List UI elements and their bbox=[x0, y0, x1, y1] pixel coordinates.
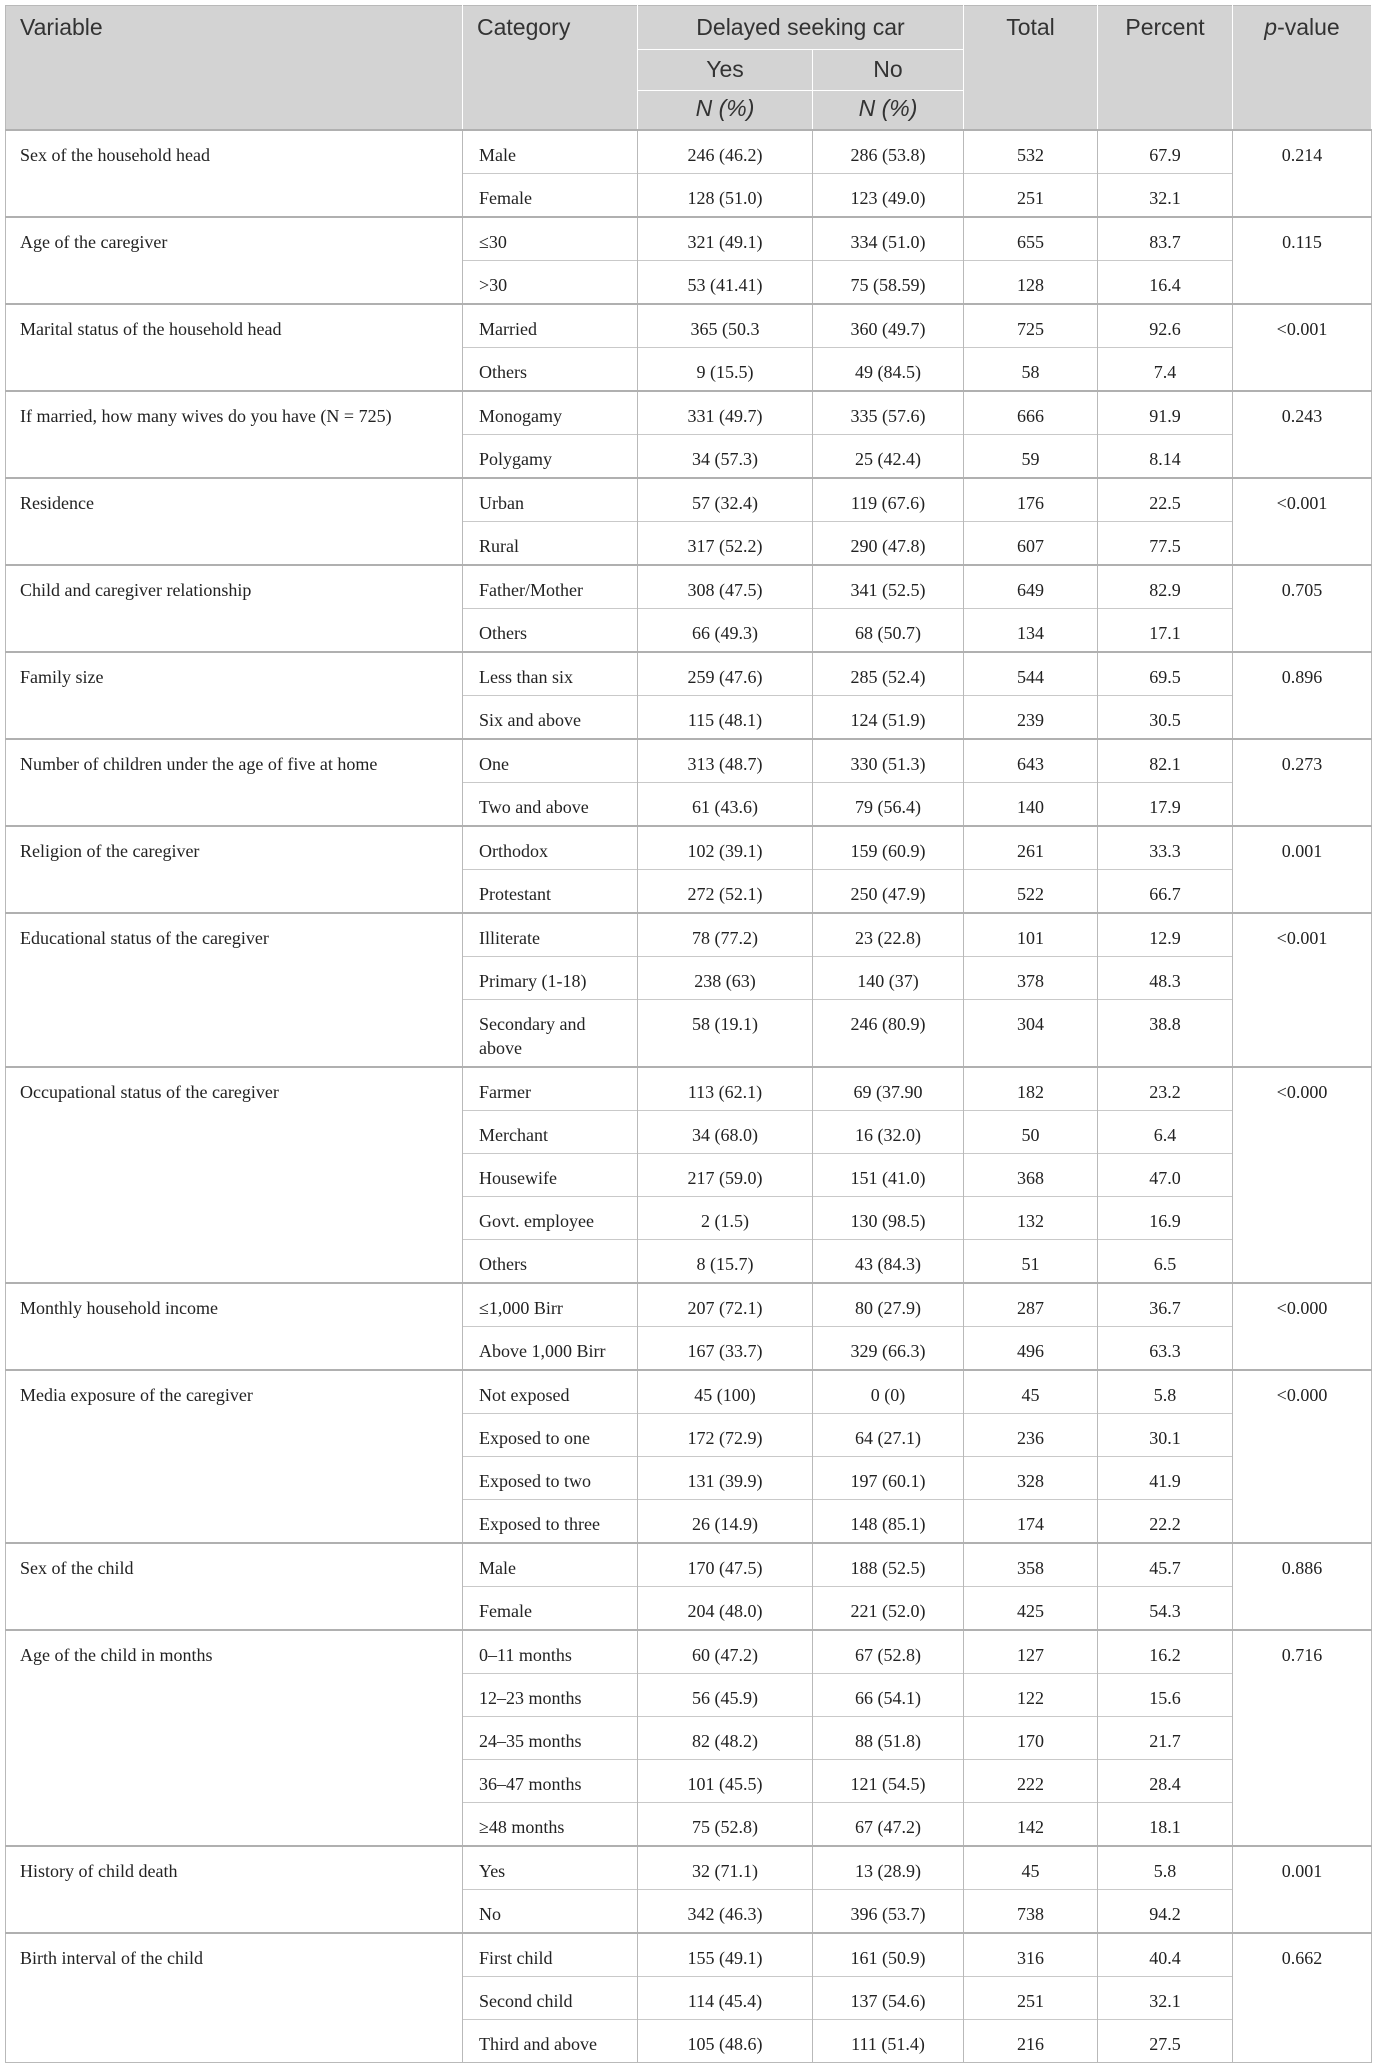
no-cell: 123 (49.0) bbox=[813, 174, 964, 218]
variable-cell: Residence bbox=[6, 478, 463, 565]
percent-cell: 69.5 bbox=[1098, 652, 1233, 696]
variable-cell: Child and caregiver relationship bbox=[6, 565, 463, 652]
p-value-cell: <0.000 bbox=[1233, 1067, 1372, 1283]
table-row bbox=[6, 826, 1372, 870]
header-yes: Yes bbox=[638, 50, 813, 91]
yes-cell: 60 (47.2) bbox=[638, 1630, 813, 1674]
yes-cell: 32 (71.1) bbox=[638, 1846, 813, 1890]
percent-cell: 16.4 bbox=[1098, 261, 1233, 305]
total-cell: 738 bbox=[964, 1890, 1098, 1934]
category-cell: Exposed to one bbox=[463, 1414, 638, 1457]
no-cell: 66 (54.1) bbox=[813, 1674, 964, 1717]
yes-cell: 114 (45.4) bbox=[638, 1977, 813, 2020]
percent-cell: 30.5 bbox=[1098, 696, 1233, 740]
percent-cell: 41.9 bbox=[1098, 1457, 1233, 1500]
table-header bbox=[6, 6, 1372, 131]
yes-cell: 170 (47.5) bbox=[638, 1543, 813, 1587]
category-cell: First child bbox=[463, 1933, 638, 1977]
table-row bbox=[6, 304, 1372, 348]
yes-cell: 131 (39.9) bbox=[638, 1457, 813, 1500]
category-cell: Orthodox bbox=[463, 826, 638, 870]
category-cell: ≤1,000 Birr bbox=[463, 1283, 638, 1327]
category-cell: Others bbox=[463, 1240, 638, 1284]
no-cell: 25 (42.4) bbox=[813, 435, 964, 479]
table-row bbox=[6, 565, 1372, 609]
no-cell: 49 (84.5) bbox=[813, 348, 964, 392]
p-value-cell: <0.001 bbox=[1233, 304, 1372, 391]
no-cell: 285 (52.4) bbox=[813, 652, 964, 696]
variable-cell: Monthly household income bbox=[6, 1283, 463, 1370]
p-value-cell: 0.001 bbox=[1233, 1846, 1372, 1933]
no-cell: 64 (27.1) bbox=[813, 1414, 964, 1457]
percent-cell: 48.3 bbox=[1098, 957, 1233, 1000]
total-cell: 222 bbox=[964, 1760, 1098, 1803]
total-cell: 425 bbox=[964, 1587, 1098, 1631]
no-cell: 124 (51.9) bbox=[813, 696, 964, 740]
total-cell: 174 bbox=[964, 1500, 1098, 1544]
table-row bbox=[6, 1283, 1372, 1327]
p-value-cell: 0.273 bbox=[1233, 739, 1372, 826]
percent-cell: 40.4 bbox=[1098, 1933, 1233, 1977]
percent-cell: 15.6 bbox=[1098, 1674, 1233, 1717]
total-cell: 607 bbox=[964, 522, 1098, 566]
p-value-cell: <0.001 bbox=[1233, 913, 1372, 1067]
no-cell: 221 (52.0) bbox=[813, 1587, 964, 1631]
no-cell: 246 (80.9) bbox=[813, 1000, 964, 1068]
p-value-cell: 0.705 bbox=[1233, 565, 1372, 652]
table-row bbox=[6, 1933, 1372, 1977]
no-cell: 75 (58.59) bbox=[813, 261, 964, 305]
total-cell: 236 bbox=[964, 1414, 1098, 1457]
percent-cell: 12.9 bbox=[1098, 913, 1233, 957]
category-cell: Less than six bbox=[463, 652, 638, 696]
percent-cell: 67.9 bbox=[1098, 130, 1233, 174]
category-cell: Secondary and above bbox=[463, 1000, 638, 1068]
yes-cell: 58 (19.1) bbox=[638, 1000, 813, 1068]
no-cell: 188 (52.5) bbox=[813, 1543, 964, 1587]
yes-cell: 75 (52.8) bbox=[638, 1803, 813, 1847]
total-cell: 532 bbox=[964, 130, 1098, 174]
no-cell: 335 (57.6) bbox=[813, 391, 964, 435]
category-cell: Female bbox=[463, 1587, 638, 1631]
category-cell: 0–11 months bbox=[463, 1630, 638, 1674]
no-cell: 159 (60.9) bbox=[813, 826, 964, 870]
category-cell: One bbox=[463, 739, 638, 783]
percent-cell: 18.1 bbox=[1098, 1803, 1233, 1847]
yes-cell: 331 (49.7) bbox=[638, 391, 813, 435]
category-cell: Exposed to two bbox=[463, 1457, 638, 1500]
percent-cell: 27.5 bbox=[1098, 2020, 1233, 2063]
variable-cell: Religion of the caregiver bbox=[6, 826, 463, 913]
header-n-pct-yes: N (%) bbox=[638, 91, 813, 131]
percent-cell: 7.4 bbox=[1098, 348, 1233, 392]
total-cell: 101 bbox=[964, 913, 1098, 957]
total-cell: 655 bbox=[964, 217, 1098, 261]
percent-cell: 77.5 bbox=[1098, 522, 1233, 566]
percent-cell: 23.2 bbox=[1098, 1067, 1233, 1111]
total-cell: 316 bbox=[964, 1933, 1098, 1977]
yes-cell: 2 (1.5) bbox=[638, 1197, 813, 1240]
no-cell: 137 (54.6) bbox=[813, 1977, 964, 2020]
no-cell: 330 (51.3) bbox=[813, 739, 964, 783]
total-cell: 522 bbox=[964, 870, 1098, 914]
p-value-cell: 0.214 bbox=[1233, 130, 1372, 217]
total-cell: 239 bbox=[964, 696, 1098, 740]
category-cell: Exposed to three bbox=[463, 1500, 638, 1544]
table-body bbox=[6, 130, 1372, 2063]
no-cell: 130 (98.5) bbox=[813, 1197, 964, 1240]
variable-cell: Sex of the household head bbox=[6, 130, 463, 217]
variable-cell: Educational status of the caregiver bbox=[6, 913, 463, 1067]
header-category: Category bbox=[463, 6, 638, 131]
table-row bbox=[6, 478, 1372, 522]
category-cell: Female bbox=[463, 174, 638, 218]
p-value-cell: 0.716 bbox=[1233, 1630, 1372, 1846]
category-cell: 24–35 months bbox=[463, 1717, 638, 1760]
yes-cell: 45 (100) bbox=[638, 1370, 813, 1414]
yes-cell: 105 (48.6) bbox=[638, 2020, 813, 2063]
yes-cell: 34 (68.0) bbox=[638, 1111, 813, 1154]
p-value-cell: 0.886 bbox=[1233, 1543, 1372, 1630]
category-cell: Third and above bbox=[463, 2020, 638, 2063]
no-cell: 67 (52.8) bbox=[813, 1630, 964, 1674]
percent-cell: 5.8 bbox=[1098, 1846, 1233, 1890]
total-cell: 142 bbox=[964, 1803, 1098, 1847]
data-table bbox=[5, 5, 1372, 2063]
no-cell: 16 (32.0) bbox=[813, 1111, 964, 1154]
percent-cell: 30.1 bbox=[1098, 1414, 1233, 1457]
header-n-pct-no: N (%) bbox=[813, 91, 964, 131]
percent-cell: 82.1 bbox=[1098, 739, 1233, 783]
percent-cell: 45.7 bbox=[1098, 1543, 1233, 1587]
percent-cell: 16.2 bbox=[1098, 1630, 1233, 1674]
category-cell: Rural bbox=[463, 522, 638, 566]
no-cell: 68 (50.7) bbox=[813, 609, 964, 653]
no-cell: 161 (50.9) bbox=[813, 1933, 964, 1977]
yes-cell: 34 (57.3) bbox=[638, 435, 813, 479]
header-total: Total bbox=[964, 6, 1098, 131]
header-percent: Percent bbox=[1098, 6, 1233, 131]
no-cell: 119 (67.6) bbox=[813, 478, 964, 522]
category-cell: Housewife bbox=[463, 1154, 638, 1197]
yes-cell: 102 (39.1) bbox=[638, 826, 813, 870]
category-cell: Second child bbox=[463, 1977, 638, 2020]
header-no: No bbox=[813, 50, 964, 91]
p-value-cell: <0.000 bbox=[1233, 1283, 1372, 1370]
total-cell: 51 bbox=[964, 1240, 1098, 1284]
percent-cell: 17.9 bbox=[1098, 783, 1233, 827]
category-cell: No bbox=[463, 1890, 638, 1934]
yes-cell: 66 (49.3) bbox=[638, 609, 813, 653]
no-cell: 13 (28.9) bbox=[813, 1846, 964, 1890]
total-cell: 176 bbox=[964, 478, 1098, 522]
table-row bbox=[6, 1846, 1372, 1890]
total-cell: 59 bbox=[964, 435, 1098, 479]
variable-cell: Family size bbox=[6, 652, 463, 739]
header-delayed-seeking-care: Delayed seeking car bbox=[638, 6, 964, 50]
category-cell: Others bbox=[463, 609, 638, 653]
header-p-value bbox=[1233, 6, 1372, 131]
no-cell: 148 (85.1) bbox=[813, 1500, 964, 1544]
no-cell: 0 (0) bbox=[813, 1370, 964, 1414]
no-cell: 79 (56.4) bbox=[813, 783, 964, 827]
category-cell: Others bbox=[463, 348, 638, 392]
category-cell: Above 1,000 Birr bbox=[463, 1327, 638, 1371]
total-cell: 496 bbox=[964, 1327, 1098, 1371]
total-cell: 50 bbox=[964, 1111, 1098, 1154]
percent-cell: 5.8 bbox=[1098, 1370, 1233, 1414]
category-cell: 12–23 months bbox=[463, 1674, 638, 1717]
category-cell: Six and above bbox=[463, 696, 638, 740]
category-cell: Polygamy bbox=[463, 435, 638, 479]
category-cell: Urban bbox=[463, 478, 638, 522]
total-cell: 725 bbox=[964, 304, 1098, 348]
yes-cell: 128 (51.0) bbox=[638, 174, 813, 218]
total-cell: 358 bbox=[964, 1543, 1098, 1587]
category-cell: Yes bbox=[463, 1846, 638, 1890]
variable-cell: If married, how many wives do you have (N = 725) bbox=[6, 391, 463, 478]
no-cell: 329 (66.3) bbox=[813, 1327, 964, 1371]
yes-cell: 259 (47.6) bbox=[638, 652, 813, 696]
total-cell: 368 bbox=[964, 1154, 1098, 1197]
variable-cell: Media exposure of the caregiver bbox=[6, 1370, 463, 1543]
yes-cell: 57 (32.4) bbox=[638, 478, 813, 522]
total-cell: 544 bbox=[964, 652, 1098, 696]
no-cell: 286 (53.8) bbox=[813, 130, 964, 174]
percent-cell: 92.6 bbox=[1098, 304, 1233, 348]
no-cell: 360 (49.7) bbox=[813, 304, 964, 348]
total-cell: 666 bbox=[964, 391, 1098, 435]
p-value-cell: 0.115 bbox=[1233, 217, 1372, 304]
category-cell: ≤30 bbox=[463, 217, 638, 261]
total-cell: 122 bbox=[964, 1674, 1098, 1717]
percent-cell: 38.8 bbox=[1098, 1000, 1233, 1068]
yes-cell: 342 (46.3) bbox=[638, 1890, 813, 1934]
variable-cell: Age of the caregiver bbox=[6, 217, 463, 304]
total-cell: 378 bbox=[964, 957, 1098, 1000]
category-cell: Male bbox=[463, 130, 638, 174]
yes-cell: 155 (49.1) bbox=[638, 1933, 813, 1977]
variable-cell: Marital status of the household head bbox=[6, 304, 463, 391]
percent-cell: 32.1 bbox=[1098, 1977, 1233, 2020]
category-cell: Married bbox=[463, 304, 638, 348]
percent-cell: 91.9 bbox=[1098, 391, 1233, 435]
percent-cell: 63.3 bbox=[1098, 1327, 1233, 1371]
category-cell: 36–47 months bbox=[463, 1760, 638, 1803]
total-cell: 58 bbox=[964, 348, 1098, 392]
category-cell: Not exposed bbox=[463, 1370, 638, 1414]
yes-cell: 308 (47.5) bbox=[638, 565, 813, 609]
no-cell: 197 (60.1) bbox=[813, 1457, 964, 1500]
yes-cell: 272 (52.1) bbox=[638, 870, 813, 914]
no-cell: 290 (47.8) bbox=[813, 522, 964, 566]
variable-cell: Birth interval of the child bbox=[6, 1933, 463, 2063]
percent-cell: 47.0 bbox=[1098, 1154, 1233, 1197]
table-row bbox=[6, 913, 1372, 957]
yes-cell: 56 (45.9) bbox=[638, 1674, 813, 1717]
total-cell: 128 bbox=[964, 261, 1098, 305]
yes-cell: 113 (62.1) bbox=[638, 1067, 813, 1111]
p-value-cell: 0.001 bbox=[1233, 826, 1372, 913]
category-cell: Monogamy bbox=[463, 391, 638, 435]
total-cell: 182 bbox=[964, 1067, 1098, 1111]
yes-cell: 8 (15.7) bbox=[638, 1240, 813, 1284]
yes-cell: 207 (72.1) bbox=[638, 1283, 813, 1327]
yes-cell: 82 (48.2) bbox=[638, 1717, 813, 1760]
total-cell: 140 bbox=[964, 783, 1098, 827]
category-cell: Primary (1-18) bbox=[463, 957, 638, 1000]
total-cell: 132 bbox=[964, 1197, 1098, 1240]
yes-cell: 53 (41.41) bbox=[638, 261, 813, 305]
yes-cell: 9 (15.5) bbox=[638, 348, 813, 392]
variable-cell: Age of the child in months bbox=[6, 1630, 463, 1846]
table-row bbox=[6, 1543, 1372, 1587]
percent-cell: 66.7 bbox=[1098, 870, 1233, 914]
no-cell: 250 (47.9) bbox=[813, 870, 964, 914]
category-cell: Illiterate bbox=[463, 913, 638, 957]
percent-cell: 33.3 bbox=[1098, 826, 1233, 870]
header-variable: Variable bbox=[6, 6, 463, 131]
yes-cell: 167 (33.7) bbox=[638, 1327, 813, 1371]
yes-cell: 204 (48.0) bbox=[638, 1587, 813, 1631]
percent-cell: 16.9 bbox=[1098, 1197, 1233, 1240]
total-cell: 304 bbox=[964, 1000, 1098, 1068]
total-cell: 45 bbox=[964, 1370, 1098, 1414]
yes-cell: 365 (50.3 bbox=[638, 304, 813, 348]
category-cell: Male bbox=[463, 1543, 638, 1587]
total-cell: 649 bbox=[964, 565, 1098, 609]
no-cell: 396 (53.7) bbox=[813, 1890, 964, 1934]
percent-cell: 94.2 bbox=[1098, 1890, 1233, 1934]
yes-cell: 321 (49.1) bbox=[638, 217, 813, 261]
header-p-italic: p bbox=[1264, 14, 1278, 40]
no-cell: 43 (84.3) bbox=[813, 1240, 964, 1284]
variable-cell: History of child death bbox=[6, 1846, 463, 1933]
category-cell: Farmer bbox=[463, 1067, 638, 1111]
no-cell: 151 (41.0) bbox=[813, 1154, 964, 1197]
table-row bbox=[6, 1370, 1372, 1414]
no-cell: 334 (51.0) bbox=[813, 217, 964, 261]
variable-cell: Number of children under the age of five at home bbox=[6, 739, 463, 826]
total-cell: 261 bbox=[964, 826, 1098, 870]
yes-cell: 317 (52.2) bbox=[638, 522, 813, 566]
table-row bbox=[6, 1067, 1372, 1111]
yes-cell: 101 (45.5) bbox=[638, 1760, 813, 1803]
table-row bbox=[6, 130, 1372, 174]
total-cell: 134 bbox=[964, 609, 1098, 653]
category-cell: Father/Mother bbox=[463, 565, 638, 609]
no-cell: 67 (47.2) bbox=[813, 1803, 964, 1847]
yes-cell: 313 (48.7) bbox=[638, 739, 813, 783]
percent-cell: 17.1 bbox=[1098, 609, 1233, 653]
percent-cell: 8.14 bbox=[1098, 435, 1233, 479]
no-cell: 121 (54.5) bbox=[813, 1760, 964, 1803]
yes-cell: 217 (59.0) bbox=[638, 1154, 813, 1197]
category-cell: >30 bbox=[463, 261, 638, 305]
table-row bbox=[6, 1630, 1372, 1674]
total-cell: 287 bbox=[964, 1283, 1098, 1327]
percent-cell: 22.2 bbox=[1098, 1500, 1233, 1544]
category-cell: Two and above bbox=[463, 783, 638, 827]
category-cell: Govt. employee bbox=[463, 1197, 638, 1240]
variable-cell: Occupational status of the caregiver bbox=[6, 1067, 463, 1283]
yes-cell: 172 (72.9) bbox=[638, 1414, 813, 1457]
yes-cell: 115 (48.1) bbox=[638, 696, 813, 740]
total-cell: 170 bbox=[964, 1717, 1098, 1760]
no-cell: 140 (37) bbox=[813, 957, 964, 1000]
p-value-cell: 0.662 bbox=[1233, 1933, 1372, 2063]
variable-cell: Sex of the child bbox=[6, 1543, 463, 1630]
percent-cell: 6.5 bbox=[1098, 1240, 1233, 1284]
table-row bbox=[6, 652, 1372, 696]
table-row bbox=[6, 217, 1372, 261]
percent-cell: 28.4 bbox=[1098, 1760, 1233, 1803]
no-cell: 111 (51.4) bbox=[813, 2020, 964, 2063]
p-value-cell: 0.896 bbox=[1233, 652, 1372, 739]
percent-cell: 54.3 bbox=[1098, 1587, 1233, 1631]
percent-cell: 82.9 bbox=[1098, 565, 1233, 609]
percent-cell: 22.5 bbox=[1098, 478, 1233, 522]
p-value-cell: 0.243 bbox=[1233, 391, 1372, 478]
total-cell: 328 bbox=[964, 1457, 1098, 1500]
yes-cell: 238 (63) bbox=[638, 957, 813, 1000]
percent-cell: 36.7 bbox=[1098, 1283, 1233, 1327]
total-cell: 127 bbox=[964, 1630, 1098, 1674]
total-cell: 251 bbox=[964, 1977, 1098, 2020]
no-cell: 88 (51.8) bbox=[813, 1717, 964, 1760]
percent-cell: 21.7 bbox=[1098, 1717, 1233, 1760]
no-cell: 80 (27.9) bbox=[813, 1283, 964, 1327]
total-cell: 216 bbox=[964, 2020, 1098, 2063]
category-cell: Merchant bbox=[463, 1111, 638, 1154]
total-cell: 45 bbox=[964, 1846, 1098, 1890]
no-cell: 69 (37.90 bbox=[813, 1067, 964, 1111]
yes-cell: 61 (43.6) bbox=[638, 783, 813, 827]
total-cell: 643 bbox=[964, 739, 1098, 783]
p-value-cell: <0.001 bbox=[1233, 478, 1372, 565]
yes-cell: 246 (46.2) bbox=[638, 130, 813, 174]
no-cell: 341 (52.5) bbox=[813, 565, 964, 609]
percent-cell: 83.7 bbox=[1098, 217, 1233, 261]
table-row bbox=[6, 739, 1372, 783]
percent-cell: 32.1 bbox=[1098, 174, 1233, 218]
p-value-cell: <0.000 bbox=[1233, 1370, 1372, 1543]
percent-cell: 6.4 bbox=[1098, 1111, 1233, 1154]
yes-cell: 78 (77.2) bbox=[638, 913, 813, 957]
category-cell: ≥48 months bbox=[463, 1803, 638, 1847]
total-cell: 251 bbox=[964, 174, 1098, 218]
header-p-rest: -value bbox=[1277, 14, 1340, 40]
yes-cell: 26 (14.9) bbox=[638, 1500, 813, 1544]
no-cell: 23 (22.8) bbox=[813, 913, 964, 957]
category-cell: Protestant bbox=[463, 870, 638, 914]
table-row bbox=[6, 391, 1372, 435]
